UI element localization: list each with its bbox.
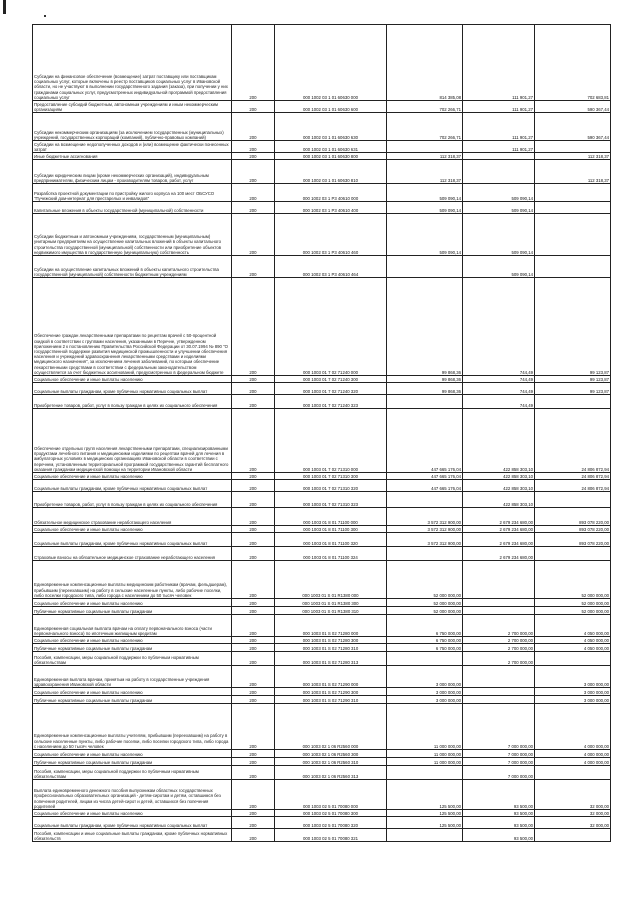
row-executed-amount xyxy=(463,160,535,184)
row-unexecuted-amount: 4 050 000,00 xyxy=(535,615,611,637)
row-approved-amount: 112 318,37 xyxy=(387,153,463,160)
row-name: Социальные выплаты гражданам, кроме публичных нормативных социальных выплат xyxy=(33,480,232,492)
row-approved-amount: 3 000 000,00 xyxy=(387,688,463,696)
row-classification-code: 000 1003 01 7 02 71310 320 xyxy=(275,480,387,492)
row-line-code: 200 xyxy=(232,278,275,376)
table-row xyxy=(33,644,611,652)
row-approved-amount: 3 572 312 900,00 xyxy=(387,508,463,526)
row-approved-amount: 814 385,08 xyxy=(387,25,463,101)
row-unexecuted-amount: 112 318,37 xyxy=(535,153,611,160)
row-executed-amount: 93 500,00 xyxy=(463,810,535,817)
row-unexecuted-amount xyxy=(535,256,611,278)
row-name: Социальные выплаты гражданам, кроме публичных нормативных социальных выплат xyxy=(33,533,232,547)
row-classification-code: 000 1003 02 5 01 70080 000 xyxy=(275,780,387,810)
row-approved-amount: 99 868,36 xyxy=(387,376,463,383)
row-approved-amount xyxy=(387,395,463,409)
row-classification-code: 000 1003 01 7 02 71310 323 xyxy=(275,492,387,508)
row-line-code: 200 xyxy=(232,160,275,184)
row-unexecuted-amount: 99 123,87 xyxy=(535,376,611,383)
row-name: Капитальные вложения в объекты государственной (муниципальной) собственности xyxy=(33,202,232,214)
table-row xyxy=(33,780,611,810)
row-line-code: 200 xyxy=(232,644,275,652)
table-row xyxy=(33,810,611,817)
row-executed-amount: 7 000 000,00 xyxy=(463,766,535,780)
row-name: Пособия, компенсации, меры социальной поддержки по публичным нормативным обязательствам xyxy=(33,766,232,780)
row-classification-code: 000 1003 01 8 01 71100 300 xyxy=(275,526,387,533)
row-approved-amount xyxy=(387,547,463,561)
row-name: Социальное обеспечение и иные выплаты населению xyxy=(33,376,232,383)
row-executed-amount: 2 679 234 680,00 xyxy=(463,547,535,561)
row-classification-code: 000 1003 01 S 02 71280 000 xyxy=(275,615,387,637)
row-line-code: 200 xyxy=(232,652,275,666)
row-classification-code: 000 1003 01 S 02 71290 310 xyxy=(275,696,387,704)
row-unexecuted-amount xyxy=(535,141,611,153)
table-row xyxy=(33,637,611,644)
row-name: Единовременная выплата врачам, принятым на работу в государственные учреждения здравоохранения Ивановской области xyxy=(33,666,232,688)
row-executed-amount: 93 500,00 xyxy=(463,817,535,829)
row-executed-amount: 2 700 000,00 xyxy=(463,615,535,637)
row-classification-code: 000 1003 01 S 01 R1380 300 xyxy=(275,599,387,607)
row-name: Субсидии бюджетным и автономным учреждениям, государственным (муниципальным) унитарным предприятиям на осуществление капитальных вложений в объекты капитального строительства государственной (муниципальной) собственности или приобретение объектов недвижимого имущества в государственную (муниципальную) собственность xyxy=(33,214,232,256)
row-unexecuted-amount: 702 683,81 xyxy=(535,25,611,101)
row-line-code: 200 xyxy=(232,758,275,766)
row-line-code: 200 xyxy=(232,409,275,473)
row-line-code: 200 xyxy=(232,395,275,409)
row-approved-amount: 99 868,36 xyxy=(387,278,463,376)
row-line-code: 200 xyxy=(232,810,275,817)
row-classification-code: 000 1003 01 S 02 71290 000 xyxy=(275,666,387,688)
row-approved-amount xyxy=(387,492,463,508)
row-unexecuted-amount: 3 000 000,00 xyxy=(535,688,611,696)
row-classification-code: 000 1002 03 1 01 60630 630 xyxy=(275,113,387,141)
row-line-code: 200 xyxy=(232,607,275,615)
table-row xyxy=(33,473,611,480)
row-executed-amount: 744,49 xyxy=(463,395,535,409)
row-approved-amount: 52 000 000,00 xyxy=(387,561,463,599)
row-line-code: 200 xyxy=(232,153,275,160)
row-line-code: 200 xyxy=(232,750,275,758)
row-classification-code: 000 1003 02 5 01 70080 300 xyxy=(275,810,387,817)
row-name: Субсидии на осуществление капитальных вложений в объекты капитального строительства государственной (муниципальной) собственности бюджетным учреждениям xyxy=(33,256,232,278)
row-unexecuted-amount xyxy=(535,492,611,508)
row-name: Иные бюджетные ассигнования xyxy=(33,153,232,160)
table-row xyxy=(33,750,611,758)
row-classification-code: 000 1003 01 7 02 71310 300 xyxy=(275,473,387,480)
row-executed-amount: 7 000 000,00 xyxy=(463,704,535,750)
row-approved-amount: 11 000 000,00 xyxy=(387,704,463,750)
row-line-code: 200 xyxy=(232,25,275,101)
row-classification-code: 000 1002 03 1 01 60630 631 xyxy=(275,141,387,153)
row-approved-amount xyxy=(387,141,463,153)
row-line-code: 200 xyxy=(232,383,275,395)
row-approved-amount: 112 318,37 xyxy=(387,160,463,184)
row-approved-amount: 702 266,71 xyxy=(387,113,463,141)
row-approved-amount: 11 000 000,00 xyxy=(387,758,463,766)
row-classification-code: 000 1003 01 7 02 71240 300 xyxy=(275,376,387,383)
table-row xyxy=(33,547,611,561)
row-classification-code: 000 1002 03 1 01 60630 800 xyxy=(275,153,387,160)
row-approved-amount: 509 090,14 xyxy=(387,214,463,256)
table-row xyxy=(33,153,611,160)
row-unexecuted-amount: 32 000,00 xyxy=(535,810,611,817)
row-classification-code: 000 1003 02 5 01 70080 320 xyxy=(275,817,387,829)
row-approved-amount: 125 500,00 xyxy=(387,810,463,817)
row-name: Приобретение товаров, работ, услуг в пользу граждан в целях их социального обеспечения xyxy=(33,492,232,508)
row-name: Единовременная социальная выплата врачам на оплату первоначального взноса (части первоначального взноса) по ипотечным жилищным кредитам xyxy=(33,615,232,637)
row-unexecuted-amount: 590 367,44 xyxy=(535,113,611,141)
table-row xyxy=(33,184,611,202)
row-approved-amount: 6 750 000,00 xyxy=(387,644,463,652)
row-approved-amount: 447 665 176,04 xyxy=(387,409,463,473)
table-row xyxy=(33,688,611,696)
row-approved-amount: 6 750 000,00 xyxy=(387,615,463,637)
row-line-code: 200 xyxy=(232,214,275,256)
row-unexecuted-amount: 24 806 872,94 xyxy=(535,473,611,480)
row-unexecuted-amount xyxy=(535,202,611,214)
row-executed-amount: 111 901,27 xyxy=(463,113,535,141)
table-row xyxy=(33,480,611,492)
row-name: Разработка проектной документации по пристройку жилого корпуса на 100 мест ОБСУСО "Пучежский дом-интернат для престарелых и инвалидов" xyxy=(33,184,232,202)
row-line-code: 200 xyxy=(232,547,275,561)
table-row xyxy=(33,607,611,615)
row-executed-amount: 2 700 000,00 xyxy=(463,644,535,652)
row-name: Социальное обеспечение и иные выплаты населению xyxy=(33,810,232,817)
row-unexecuted-amount xyxy=(535,214,611,256)
row-approved-amount xyxy=(387,256,463,278)
row-unexecuted-amount: 893 078 220,00 xyxy=(535,508,611,526)
row-classification-code: 000 1003 01 S 01 R1380 310 xyxy=(275,607,387,615)
row-executed-amount: 509 090,14 xyxy=(463,184,535,202)
scan-dot xyxy=(44,15,46,17)
row-classification-code: 000 1003 01 S 02 71290 300 xyxy=(275,688,387,696)
row-approved-amount: 509 090,14 xyxy=(387,184,463,202)
row-name: Социальное обеспечение и иные выплаты населению xyxy=(33,526,232,533)
row-line-code: 200 xyxy=(232,473,275,480)
row-line-code: 200 xyxy=(232,704,275,750)
row-unexecuted-amount: 52 000 000,00 xyxy=(535,607,611,615)
row-unexecuted-amount: 4 050 000,00 xyxy=(535,644,611,652)
row-approved-amount: 125 500,00 xyxy=(387,780,463,810)
row-line-code: 200 xyxy=(232,688,275,696)
row-name: Социальное обеспечение и иные выплаты населению xyxy=(33,473,232,480)
row-unexecuted-amount: 590 367,44 xyxy=(535,101,611,113)
row-approved-amount xyxy=(387,829,463,842)
table-row xyxy=(33,599,611,607)
row-classification-code: 000 1003 02 5 01 70080 321 xyxy=(275,829,387,842)
row-classification-code: 000 1002 03 1 P3 40610 464 xyxy=(275,256,387,278)
scan-edge-mark xyxy=(3,0,6,14)
row-line-code: 200 xyxy=(232,829,275,842)
row-line-code: 200 xyxy=(232,141,275,153)
row-name: Обеспечение отдельных групп населения лекарственными препаратами, специализированными продуктами лечебного питания и медицинскими изделиями по рецептам врачей для лечения в амбулаторных условиях в медицинских организациях Ивановской области в соответствии с перечнем, установленным территориальной программой государственных гарантий бесплатного оказания гражданам медицинской помощи на территории Ивановской области xyxy=(33,409,232,473)
row-classification-code: 000 1003 02 1 06 R2560 000 xyxy=(275,704,387,750)
row-classification-code: 000 1003 02 1 06 R2560 313 xyxy=(275,766,387,780)
row-name: Единовременные компенсационные выплаты медицинским работникам (врачам, фельдшерам), прибывшим (переехавшим) на работу в сельские населенные пункты, либо рабочие поселки, либо поселки городского типа, либо города с населением до 50 тысяч человек xyxy=(33,561,232,599)
table-row xyxy=(33,278,611,376)
row-unexecuted-amount xyxy=(535,829,611,842)
row-approved-amount: 52 000 000,00 xyxy=(387,599,463,607)
row-classification-code: 000 1003 01 7 02 71240 000 xyxy=(275,278,387,376)
row-name: Обеспечение граждан лекарственными препаратами по рецептам врачей с 50-процентной скидкой в соответствии с группами населения, указанными в Перечне, утвержденном приложением 2 к постановлению Правительства Российской Федерации от 30.07.1994 № 890 "О государственной поддержке развития медицинской промышленности и улучшении обеспечения населения и учреждений здравоохранения лекарственными средствами и изделиями медицинского назначения", за исключением лечения заболеваний, по которым обеспечение лекарственными средствами в соответствии с федеральным законодательством осуществляется за счет бюджетных ассигнований, предусмотренных в федеральном бюджете xyxy=(33,278,232,376)
row-name: Социальное обеспечение и иные выплаты населению xyxy=(33,750,232,758)
row-executed-amount xyxy=(463,666,535,688)
row-classification-code: 000 1002 03 1 P3 40610 400 xyxy=(275,202,387,214)
row-approved-amount: 11 000 000,00 xyxy=(387,750,463,758)
row-executed-amount: 2 679 234 680,00 xyxy=(463,533,535,547)
row-unexecuted-amount: 99 123,87 xyxy=(535,383,611,395)
row-approved-amount: 3 000 000,00 xyxy=(387,696,463,704)
row-executed-amount: 2 679 234 680,00 xyxy=(463,526,535,533)
row-classification-code: 000 1002 03 1 P3 40610 460 xyxy=(275,214,387,256)
table-row xyxy=(33,666,611,688)
row-unexecuted-amount: 4 000 000,00 xyxy=(535,750,611,758)
row-line-code: 200 xyxy=(232,780,275,810)
row-executed-amount: 2 700 000,00 xyxy=(463,637,535,644)
row-line-code: 200 xyxy=(232,766,275,780)
row-classification-code: 000 1003 01 7 02 71240 320 xyxy=(275,383,387,395)
table-row xyxy=(33,113,611,141)
row-approved-amount: 125 500,00 xyxy=(387,817,463,829)
row-executed-amount: 93 500,00 xyxy=(463,780,535,810)
table-row xyxy=(33,409,611,473)
row-unexecuted-amount xyxy=(535,652,611,666)
row-executed-amount: 2 679 234 680,00 xyxy=(463,508,535,526)
table-row xyxy=(33,376,611,383)
row-classification-code: 000 1003 02 1 06 R2560 310 xyxy=(275,758,387,766)
row-executed-amount: 509 090,14 xyxy=(463,214,535,256)
row-name: Субсидии некоммерческим организациям (за исключением государственных (муниципальных) учреждений, государственных корпораций (компаний), публично-правовых компаний) xyxy=(33,113,232,141)
table-row xyxy=(33,214,611,256)
row-executed-amount: 111 901,27 xyxy=(463,101,535,113)
row-unexecuted-amount xyxy=(535,547,611,561)
row-unexecuted-amount: 52 000 000,00 xyxy=(535,561,611,599)
row-classification-code: 000 1003 01 S 01 R1380 000 xyxy=(275,561,387,599)
table-row xyxy=(33,526,611,533)
table-row xyxy=(33,652,611,666)
row-executed-amount: 111 901,27 xyxy=(463,141,535,153)
row-approved-amount xyxy=(387,652,463,666)
row-unexecuted-amount: 52 000 000,00 xyxy=(535,599,611,607)
row-line-code: 200 xyxy=(232,113,275,141)
row-executed-amount: 2 700 000,00 xyxy=(463,652,535,666)
row-unexecuted-amount xyxy=(535,395,611,409)
row-executed-amount: 111 901,27 xyxy=(463,25,535,101)
row-name: Предоставление субсидий бюджетным, автономным учреждениям и иным некоммерческим организациям xyxy=(33,101,232,113)
row-classification-code: 000 1003 01 8 01 71100 324 xyxy=(275,547,387,561)
row-approved-amount: 702 266,71 xyxy=(387,101,463,113)
row-approved-amount: 3 000 000,00 xyxy=(387,666,463,688)
row-unexecuted-amount: 4 000 000,00 xyxy=(535,758,611,766)
table-row xyxy=(33,704,611,750)
row-line-code: 200 xyxy=(232,184,275,202)
row-unexecuted-amount xyxy=(535,766,611,780)
row-classification-code: 000 1002 03 1 01 60630 810 xyxy=(275,160,387,184)
row-executed-amount: 744,49 xyxy=(463,376,535,383)
row-executed-amount xyxy=(463,688,535,696)
row-executed-amount: 744,49 xyxy=(463,383,535,395)
row-executed-amount xyxy=(463,599,535,607)
row-executed-amount: 93 500,00 xyxy=(463,829,535,842)
row-approved-amount: 509 090,14 xyxy=(387,202,463,214)
row-line-code: 200 xyxy=(232,202,275,214)
row-executed-amount: 422 858 303,10 xyxy=(463,492,535,508)
row-executed-amount: 509 090,14 xyxy=(463,202,535,214)
row-line-code: 200 xyxy=(232,599,275,607)
row-executed-amount: 7 000 000,00 xyxy=(463,758,535,766)
row-line-code: 200 xyxy=(232,533,275,547)
row-approved-amount: 52 000 000,00 xyxy=(387,607,463,615)
row-line-code: 200 xyxy=(232,615,275,637)
table-row xyxy=(33,829,611,842)
table-row xyxy=(33,758,611,766)
row-executed-amount: 422 858 303,10 xyxy=(463,409,535,473)
row-unexecuted-amount: 3 000 000,00 xyxy=(535,696,611,704)
row-unexecuted-amount: 32 000,00 xyxy=(535,780,611,810)
row-line-code: 200 xyxy=(232,817,275,829)
row-approved-amount: 3 572 312 900,00 xyxy=(387,533,463,547)
row-name: Социальные выплаты гражданам, кроме публичных нормативных социальных выплат xyxy=(33,383,232,395)
row-unexecuted-amount: 24 806 872,94 xyxy=(535,480,611,492)
row-line-code: 200 xyxy=(232,256,275,278)
row-approved-amount: 99 868,36 xyxy=(387,383,463,395)
row-name: Социальное обеспечение и иные выплаты населению xyxy=(33,637,232,644)
row-classification-code: 000 1003 01 S 02 71280 313 xyxy=(275,652,387,666)
row-name: Единовременные компенсационные выплаты учителям, прибывшим (переехавшим) на работу в сельские населенные пункты, либо рабочие поселки, либо поселки городского типа, либо города с населением до 50 тысяч человек xyxy=(33,704,232,750)
row-classification-code: 000 1003 01 S 02 71280 310 xyxy=(275,644,387,652)
row-executed-amount: 422 858 303,10 xyxy=(463,473,535,480)
table-row xyxy=(33,615,611,637)
row-line-code: 200 xyxy=(232,508,275,526)
row-approved-amount: 447 665 176,04 xyxy=(387,480,463,492)
row-name: Приобретение товаров, работ, услуг в пользу граждан в целях их социального обеспечения xyxy=(33,395,232,409)
row-name: Социальное обеспечение и иные выплаты населению xyxy=(33,688,232,696)
row-name: Субсидии юридическим лицам (кроме некоммерческих организаций), индивидуальным предпринимателям, физическим лицам - производителям товаров, работ, услуг xyxy=(33,160,232,184)
row-unexecuted-amount: 99 123,87 xyxy=(535,278,611,376)
row-executed-amount: 7 000 000,00 xyxy=(463,750,535,758)
row-classification-code: 000 1003 01 S 02 71280 300 xyxy=(275,637,387,644)
row-classification-code: 000 1003 01 8 01 71100 320 xyxy=(275,533,387,547)
table-row xyxy=(33,383,611,395)
row-executed-amount: 422 858 303,10 xyxy=(463,480,535,492)
table-row xyxy=(33,395,611,409)
row-name: Пособия, компенсации и иные социальные выплаты гражданам, кроме публичных нормативных обязательств xyxy=(33,829,232,842)
row-approved-amount: 447 665 176,04 xyxy=(387,473,463,480)
row-classification-code: 000 1003 01 7 02 71240 323 xyxy=(275,395,387,409)
table-row xyxy=(33,256,611,278)
row-unexecuted-amount: 893 078 220,00 xyxy=(535,533,611,547)
row-classification-code: 000 1003 01 7 02 71310 000 xyxy=(275,409,387,473)
row-unexecuted-amount: 4 050 000,00 xyxy=(535,637,611,644)
row-executed-amount: 744,49 xyxy=(463,278,535,376)
row-classification-code: 000 1002 03 1 01 60630 600 xyxy=(275,101,387,113)
table-row xyxy=(33,508,611,526)
row-line-code: 200 xyxy=(232,561,275,599)
row-name: Выплата единовременного денежного пособия выпускникам областных государственных профессиональных образовательных организаций - детям-сиротам и детям, оставшимся без попечения родителей, лицам из числа детей-сирот и детей, оставшихся без попечения родителей xyxy=(33,780,232,810)
row-approved-amount: 3 572 312 900,00 xyxy=(387,526,463,533)
row-line-code: 200 xyxy=(232,526,275,533)
row-classification-code: 000 1003 02 1 06 R2560 300 xyxy=(275,750,387,758)
table-row xyxy=(33,160,611,184)
row-line-code: 200 xyxy=(232,696,275,704)
row-executed-amount xyxy=(463,696,535,704)
row-unexecuted-amount: 32 000,00 xyxy=(535,817,611,829)
table-row xyxy=(33,817,611,829)
row-line-code: 200 xyxy=(232,666,275,688)
row-line-code: 200 xyxy=(232,376,275,383)
row-name: Публичные нормативные социальные выплаты гражданам xyxy=(33,696,232,704)
table-row xyxy=(33,202,611,214)
row-line-code: 200 xyxy=(232,492,275,508)
table-row xyxy=(33,696,611,704)
row-executed-amount: 509 090,14 xyxy=(463,256,535,278)
table-row xyxy=(33,561,611,599)
row-approved-amount xyxy=(387,766,463,780)
row-unexecuted-amount: 3 000 000,00 xyxy=(535,666,611,688)
row-line-code: 200 xyxy=(232,480,275,492)
row-name: Страховые взносы на обязательное медицинское страхование неработающего населения xyxy=(33,547,232,561)
budget-execution-table xyxy=(32,24,611,842)
table-row xyxy=(33,141,611,153)
row-name: Обязательное медицинское страхование неработающего населения xyxy=(33,508,232,526)
table-row xyxy=(33,492,611,508)
table-row xyxy=(33,533,611,547)
row-unexecuted-amount: 893 078 220,00 xyxy=(535,526,611,533)
row-name: Публичные нормативные социальные выплаты гражданам xyxy=(33,607,232,615)
row-classification-code: 000 1003 01 8 01 71100 000 xyxy=(275,508,387,526)
table-row xyxy=(33,25,611,101)
row-unexecuted-amount: 24 806 872,94 xyxy=(535,409,611,473)
row-classification-code: 000 1002 03 1 P3 40610 000 xyxy=(275,184,387,202)
row-executed-amount xyxy=(463,607,535,615)
row-name: Субсидии на возмещение недополученных доходов и (или) возмещение фактически понесенных затрат xyxy=(33,141,232,153)
row-classification-code: 000 1002 03 1 01 60630 000 xyxy=(275,25,387,101)
row-unexecuted-amount: 112 318,37 xyxy=(535,160,611,184)
row-name: Публичные нормативные социальные выплаты гражданам xyxy=(33,644,232,652)
row-executed-amount xyxy=(463,561,535,599)
row-unexecuted-amount xyxy=(535,184,611,202)
row-name: Социальные выплаты гражданам, кроме публичных нормативных социальных выплат xyxy=(33,817,232,829)
table-row xyxy=(33,101,611,113)
row-name: Субсидии на финансовое обеспечение (возмещение) затрат поставщику или поставщикам социальных услуг, которые включены в реестр поставщиков социальных услуг в Ивановской области, но не участвуют в выполнении государственного задания (заказа), при получении у них гражданами социальных услуг, предусмотренных индивидуальной программой предоставления социальных услуг xyxy=(33,25,232,101)
row-unexecuted-amount: 4 000 000,00 xyxy=(535,704,611,750)
row-executed-amount xyxy=(463,153,535,160)
row-name: Публичные нормативные социальные выплаты гражданам xyxy=(33,758,232,766)
row-line-code: 200 xyxy=(232,101,275,113)
row-approved-amount: 6 750 000,00 xyxy=(387,637,463,644)
table-row xyxy=(33,766,611,780)
row-name: Пособия, компенсации, меры социальной поддержки по публичным нормативным обязательствам xyxy=(33,652,232,666)
row-line-code: 200 xyxy=(232,637,275,644)
row-name: Социальное обеспечение и иные выплаты населению xyxy=(33,599,232,607)
